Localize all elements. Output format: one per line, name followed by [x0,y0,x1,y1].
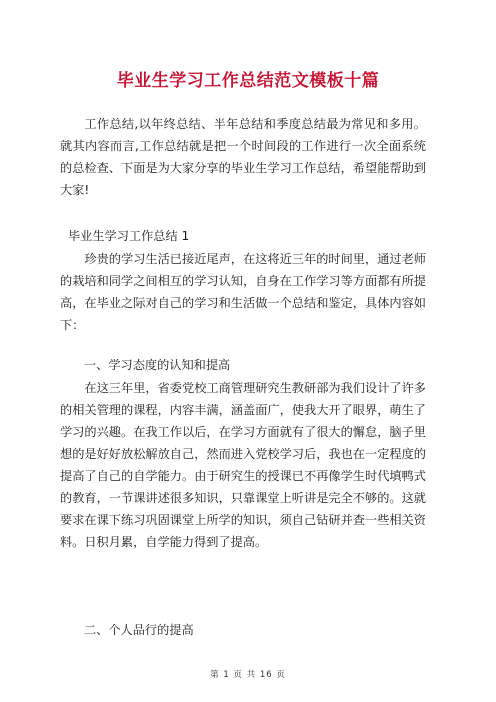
page-footer: 第 1 页 共 16 页 [210,670,286,680]
body-paragraph-1: 珍贵的学习生活已接近尾声，在这将近三年的时间里，通过老师的栽培和同学之间相互的学习认知，自身在工作学习等方面都有所提高，在毕业之际对自己的学习和生活做一个总结和鉴定，具体内容如下： [60,252,426,332]
subheading-2: 二、个人品行的提高 [84,623,194,637]
intro-paragraph: 工作总结,以年终总结、半年总结和季度总结最为常见和多用。就其内容而言,工作总结就是把一个时间段的工作进行一次全面系统的总检查、下面是为大家分享的毕业生学习工作总结，希望能帮助到大家! [60,117,426,197]
subheading-1: 一、学习态度的认知和提高 [84,358,231,372]
section-title: 毕业生学习工作总结 1 [68,229,190,243]
body-paragraph-2: 在这三年里，省委党校工商管理研究生教研部为我们设计了许多的相关管理的课程，内容丰满，涵盖面广，使我大开了眼界，萌生了学习的兴趣。在我工作以后，在学习方面就有了很大的懈怠，脑子里想的是好好放松解放自己，然而进入党校学习后，我也在一定程度的提高了自己的自学能力。由于研究生的授课已不再像学生时代填鸭式的教育，一节课讲述很多知识，只靠课堂上听讲是完全不够的。这就要求在课下练习巩固课堂上所学的知识，须自己钻研并查一些相关资料。日积月累，自学能力得到了提高。 [60,381,426,549]
document-title: 毕业生学习工作总结范文模板十篇 [116,71,380,91]
